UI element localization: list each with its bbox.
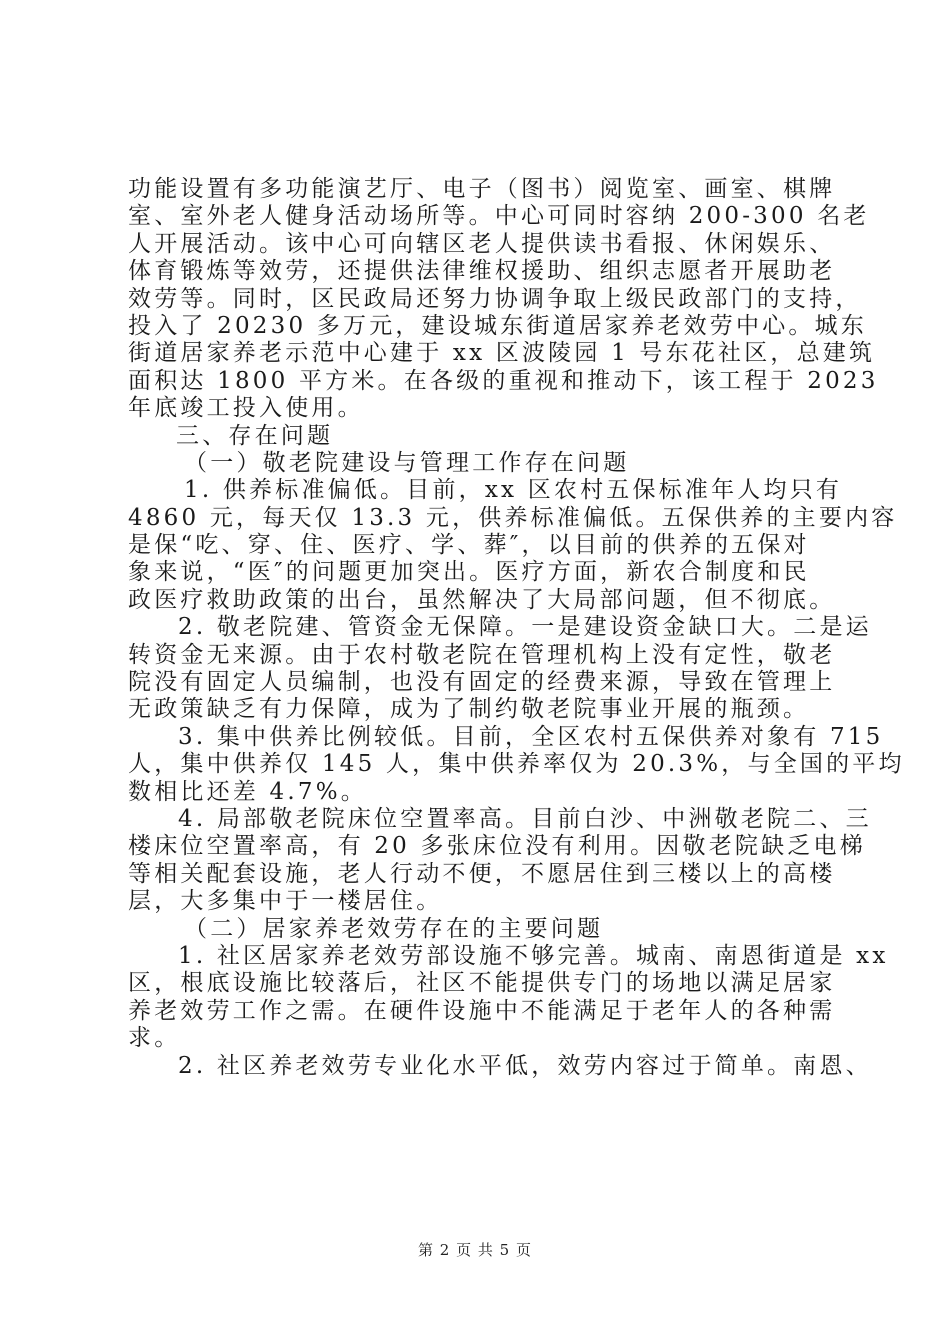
paragraph-line: 区，根底设施比较落后，社区不能提供专门的场地以满足居家 [128, 970, 836, 997]
paragraph-line: 人，集中供养仅 145 人，集中供养率仅为 20.3%，与全国的平均 [128, 751, 905, 778]
paragraph-line: 楼床位空置率高，有 20 多张床位没有利用。因敬老院缺乏电梯 [128, 833, 866, 860]
paragraph-line: 政医疗救助政策的出台，虽然解决了大局部问题，但不彻底。 [128, 586, 836, 613]
paragraph-line: 无政策缺乏有力保障，成为了制约敬老院事业开展的瓶颈。 [128, 696, 810, 723]
paragraph-line: 1. 社区居家养老效劳部设施不够完善。城南、南恩街道是 xx [178, 942, 889, 969]
subsection-heading: （二）居家养老效劳存在的主要问题 [184, 915, 604, 942]
paragraph-line: 养老效劳工作之需。在硬件设施中不能满足于老年人的各种需 [128, 997, 836, 1024]
paragraph-line: 面积达 1800 平方米。在各级的重视和推动下，该工程于 2023 [128, 367, 879, 394]
section-heading: 三、存在问题 [176, 422, 334, 449]
paragraph-line: 年底竣工投入使用。 [128, 395, 364, 422]
paragraph-line: 街道居家养老示范中心建于 xx 区波陵园 1 号东花社区，总建筑 [128, 340, 876, 367]
paragraph-line: 4. 局部敬老院床位空置率高。目前白沙、中洲敬老院二、三 [178, 805, 872, 832]
paragraph-line: 转资金无来源。由于农村敬老院在管理机构上没有定性，敬老 [128, 641, 836, 668]
document-body [128, 176, 905, 1080]
paragraph-line: 4860 元，每天仅 13.3 元，供养标准偏低。五保供养的主要内容 [128, 504, 898, 531]
paragraph-line: 求。 [128, 1025, 181, 1052]
paragraph-line: 2. 社区养老效劳专业化水平低，效劳内容过于简单。南恩、 [178, 1052, 872, 1079]
paragraph-line: 2. 敬老院建、管资金无保障。一是建设资金缺口大。二是运 [178, 614, 872, 641]
paragraph-line: 投入了 20230 多万元，建设城东街道居家养老效劳中心。城东 [128, 312, 867, 339]
paragraph-line: 是保“吃、穿、住、医疗、学、葬″，以目前的供养的五保对 [128, 532, 810, 559]
paragraph-line: 3. 集中供养比例较低。目前，全区农村五保供养对象有 715 [178, 723, 884, 750]
paragraph-line: 室、室外老人健身活动场所等。中心可同时容纳 200-300 名老 [128, 203, 870, 230]
paragraph-line: 等相关配套设施，老人行动不便，不愿居住到三楼以上的高楼 [128, 860, 836, 887]
paragraph-line: 人开展活动。该中心可向辖区老人提供读书看报、休闲娱乐、 [128, 230, 836, 257]
page-number-footer: 第 2 页 共 5 页 [418, 1241, 532, 1259]
paragraph-line: 院没有固定人员编制，也没有固定的经费来源，导致在管理上 [128, 669, 836, 696]
paragraph-line: 效劳等。同时，区民政局还努力协调争取上级民政部门的支持， [128, 285, 862, 312]
subsection-heading: （一）敬老院建设与管理工作存在问题 [184, 449, 630, 476]
paragraph-line: 功能设置有多功能演艺厅、电子（图书）阅览室、画室、棋牌 [128, 176, 836, 202]
paragraph-line: 象来说，“医″的问题更加突出。医疗方面，新农合制度和民 [128, 559, 810, 586]
paragraph-line: 1. 供养标准偏低。目前，xx 区农村五保标准年人均只有 [184, 477, 843, 504]
paragraph-line: 体育锻炼等效劳，还提供法律维权援助、组织志愿者开展助老 [128, 258, 836, 285]
paragraph-line: 层，大多集中于一楼居住。 [128, 888, 443, 915]
paragraph-line: 数相比还差 4.7%。 [128, 778, 367, 805]
